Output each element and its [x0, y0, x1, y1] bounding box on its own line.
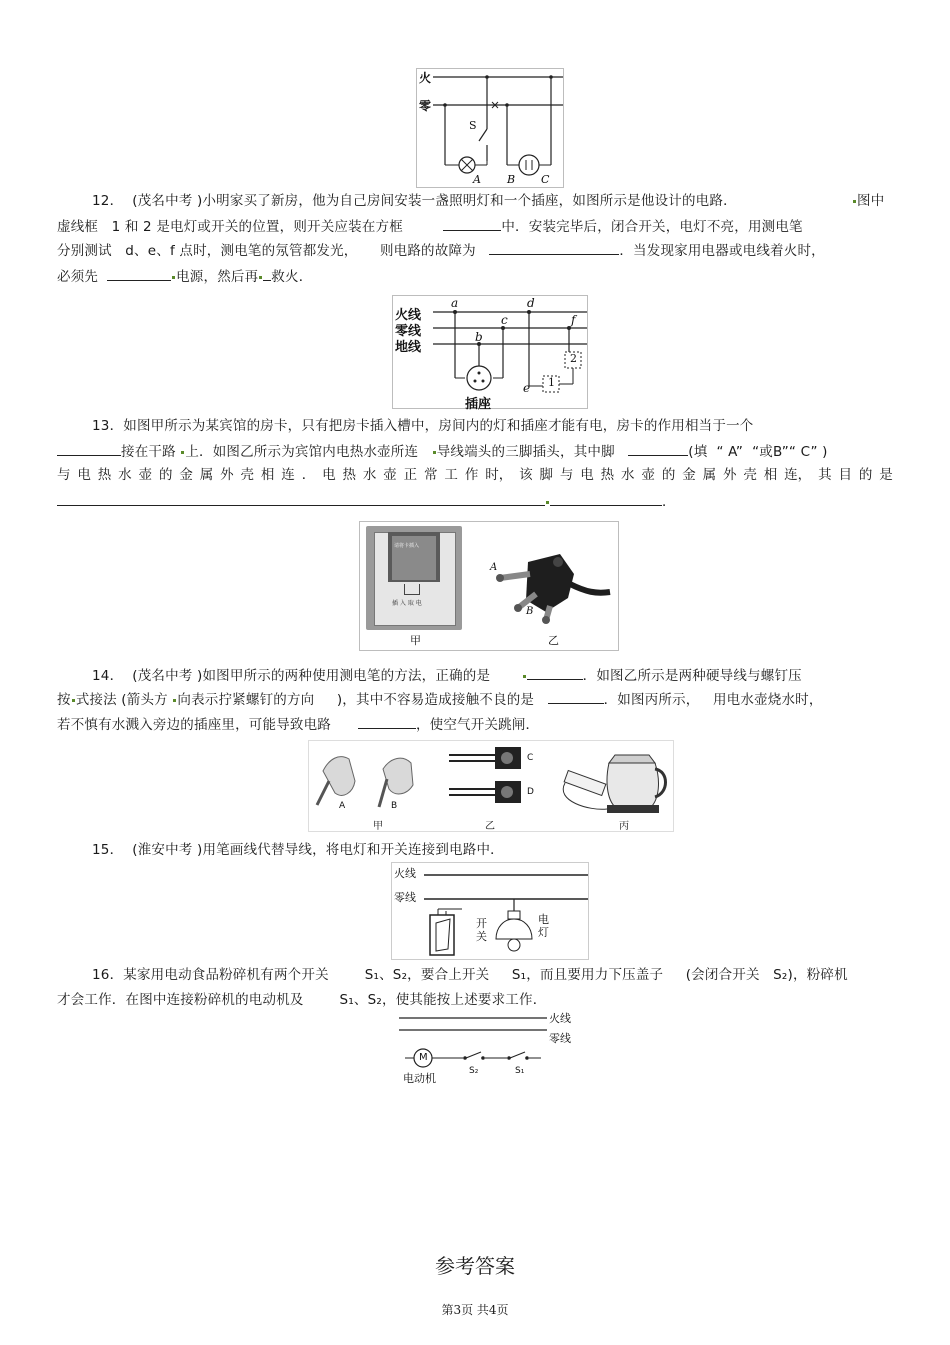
q11-zero-label: 零 [419, 99, 432, 113]
q12-box2-label: 2 [570, 352, 577, 365]
q13-line3-char: 电 [322, 467, 336, 483]
q13-line3-char: 水 [362, 467, 377, 483]
q12-line2: 虚线框 1 和 2 是电灯或开关的位置，则开关应装在方框 中．安装完毕后，闭合开关，电灯不亮，用测电笔 [57, 216, 803, 237]
q13-line3-char: 属 [702, 467, 717, 483]
q13-blank-3[interactable] [57, 491, 545, 506]
q13-line3-char: 的 [858, 467, 873, 483]
q11-label-a: A [473, 173, 481, 186]
q13-line3-char: 外 [723, 467, 737, 483]
q14-line3: 若不慎有水溅入旁边的插座里，可能导致电路 ，使空气开关跳闸． [57, 714, 539, 735]
figure-q12-circuit [392, 295, 588, 412]
q13-fig-jia: 甲 [410, 634, 421, 647]
q12-blank-1[interactable] [443, 216, 501, 231]
q13-line3-char: 壶 [138, 467, 153, 483]
figure-q16-circuit [397, 1010, 583, 1084]
answers-title: 参考答案 [435, 1254, 515, 1278]
q13-line2: 接在干路 上．如图乙所示为宾馆内电热水壶所连 导线端头的三脚插头，其中脚 (填 “ A” “或B”“ C” ) [57, 441, 828, 462]
q16-s2-label: S₂ [469, 1066, 479, 1076]
q12-blank-3[interactable] [107, 266, 171, 281]
q12-circuit-diagram [393, 296, 587, 408]
q13-line3-char: 正 [403, 467, 418, 483]
plug-label-b: B [526, 606, 534, 617]
q13-line1: 13．如图甲所示为某宾馆的房卡，只有把房卡插入槽中，房间内的灯和插座才能有电，房卡的作用相当于一个 [92, 418, 754, 434]
q12-label-f: f [571, 313, 576, 327]
q14-blank-2[interactable] [548, 689, 604, 704]
card-slot-text: 插 入 取 电 [392, 600, 422, 607]
q13-blank-2[interactable] [628, 441, 688, 456]
q12-label-a: a [451, 296, 459, 310]
q16-motor-label: 电动机 [403, 1072, 436, 1085]
q13-line3 [57, 465, 893, 485]
q13-fig-yi: 乙 [548, 634, 559, 647]
q14-label-c: C [527, 753, 534, 763]
q15-fire-label: 火线 [394, 867, 416, 880]
q13-line3-char: 相 [763, 467, 778, 483]
q14-fig-jia: 甲 [373, 821, 383, 832]
q12-box1-label: 1 [548, 376, 555, 389]
q13-line3-char: 水 [118, 467, 132, 483]
q13-line3-char: 壶 [383, 467, 397, 483]
q15-line1: 15． (淮安中考 )用笔画线代替导线，将电灯和开关连接到电路中． [92, 842, 504, 858]
q14-label-b: B [391, 801, 398, 811]
q13-line3-char: 金 [179, 467, 193, 483]
q12-label-e: e [523, 381, 531, 395]
q13-line4: ． [57, 491, 676, 512]
q13-line3-char: 壳 [743, 467, 757, 483]
q14-line2: 按 式接法 (箭头方 向表示拧紧螺钉的方向 )，其中不容易造成接触不良的是 ．如图丙所示， 用电水壶烧水时， [57, 689, 823, 710]
q11-label-b: B [507, 173, 516, 186]
q12-fire-label: 火线 [395, 308, 422, 323]
q13-line3-char: 连 [281, 467, 295, 483]
q13-line3-char: 水 [621, 467, 635, 483]
q11-switch-label: S [469, 119, 477, 132]
q13-line3-char: 壶 [641, 467, 655, 483]
q15-lamp-label: 电灯 [538, 913, 549, 939]
q11-fire-label: 火 [419, 71, 432, 85]
q13-line3-char: 该 [519, 467, 533, 483]
q13-line3-char: 与 [57, 467, 71, 483]
q13-line3-char: 是 [879, 467, 893, 483]
q13-line3-char: 目 [838, 467, 852, 483]
q12-label-d: d [527, 296, 535, 310]
q11-label-c: C [541, 173, 550, 186]
q13-line3-char: 电 [580, 467, 594, 483]
q13-line3-char: 壳 [240, 467, 255, 483]
q13-blank-4[interactable] [550, 491, 662, 506]
three-pin-plug-drawing [360, 522, 618, 650]
q13-blank-1[interactable] [57, 441, 121, 456]
q13-line3-char: 热 [600, 467, 615, 483]
q12-ground-label: 地线 [395, 340, 422, 355]
q16-s1-label: S₁ [515, 1066, 525, 1076]
q13-line3-char: 电 [77, 467, 91, 483]
q16-zero-label: 零线 [549, 1032, 571, 1045]
q13-line3-char: 其 [818, 467, 832, 483]
page-footer: 第3页 共4页 [441, 1303, 509, 1317]
q12-blank-2[interactable] [489, 240, 619, 255]
q12-line1: 12． (茂名中考 )小明家买了新房，他为自己房间安装一盏照明灯和一个插座，如图所示是他设计的电路． [92, 193, 737, 209]
q14-label-d: D [527, 787, 534, 797]
q14-label-a: A [339, 801, 346, 811]
q13-line3-char: 热 [342, 467, 356, 483]
q13-line3-char: 属 [199, 467, 214, 483]
q13-line3-char: 时， [485, 467, 513, 483]
q16-fire-label: 火线 [549, 1012, 571, 1025]
q16-motor-symbol: M [419, 1052, 428, 1063]
q13-line3-char: 的 [661, 467, 676, 483]
q13-line3-char: 金 [682, 467, 696, 483]
q14-fig-yi: 乙 [485, 821, 495, 832]
q14-blank-3[interactable] [358, 714, 416, 729]
q12-socket-label: 插座 [465, 397, 492, 412]
q16-line2: 才会工作．在图中连接粉碎机的电动机及 S₁、S₂，使其能按上述要求工作． [57, 992, 547, 1008]
plug-label-a: A [490, 562, 498, 573]
q16-line1: 16．某家用电动食品粉碎机有两个开关 S₁、S₂，要合上开关 S₁，而且要用力下压盖子 (会闭合开关 S₂)，粉碎机 [92, 967, 848, 983]
figure-q11-circuit [416, 68, 564, 188]
q14-blank-1[interactable] [527, 665, 583, 680]
q12-line4: 必须先 电源，然后再 救火． [57, 266, 312, 287]
q14-fig-bing: 丙 [619, 821, 629, 832]
q13-line3-char: 常 [424, 467, 438, 483]
q12-label-b: b [475, 330, 483, 344]
q13-line3-char: 脚 [539, 467, 553, 483]
q15-zero-label: 零线 [394, 891, 416, 904]
figure-q13-photos [359, 521, 619, 651]
q12-zero-label: 零线 [395, 324, 422, 339]
q15-switch-label: 开关 [476, 917, 487, 943]
q13-line3-char: 热 [97, 467, 112, 483]
q13-line3-char: 的 [158, 467, 173, 483]
figure-q14-photos [308, 740, 674, 832]
q13-line3-char: 工 [444, 467, 458, 483]
q14-line1: 14． (茂名中考 )如图甲所示的两种使用测电笔的方法，正确的是 ．如图乙所示是两种硬导线与螺钉压 [92, 665, 802, 686]
q13-line3-char: 相 [260, 467, 275, 483]
q12-line3: 分别测试 d、e、f 点时，测电笔的氖管都发光， 则电路的故障为 ．当发现家用电器或电线着火时， [57, 240, 825, 261]
card-text: 请将卡插入 [394, 543, 420, 549]
q12-line1-end: 图中 [852, 191, 884, 211]
q15-circuit-diagram [392, 863, 588, 959]
q13-line3-char: 外 [220, 467, 234, 483]
figure-q15-circuit [391, 862, 589, 960]
q13-line3-char: 作 [464, 467, 479, 483]
q13-line3-char: ． [301, 467, 316, 483]
q13-line3-char: 连， [784, 467, 812, 483]
q11-circuit-diagram [417, 69, 563, 187]
q12-label-c: c [501, 313, 508, 327]
q13-line3-char: 与 [559, 467, 574, 483]
